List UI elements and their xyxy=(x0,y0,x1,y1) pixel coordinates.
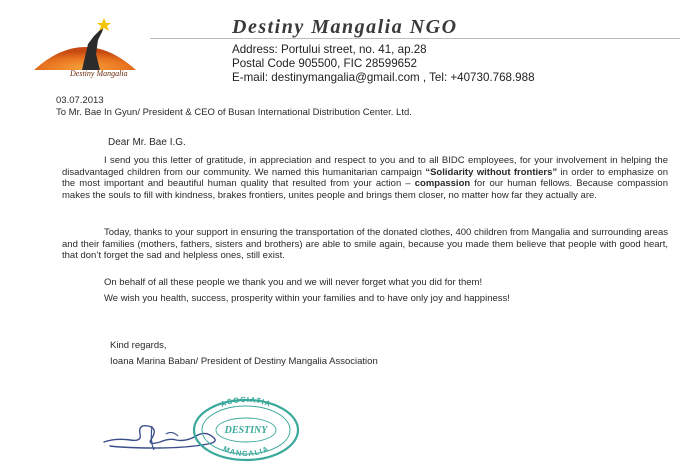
paragraph-wishes: We wish you health, success, prosperity within your families and to have only joy and happiness! xyxy=(104,293,510,304)
association-stamp xyxy=(190,396,302,462)
salutation: Dear Mr. Bae I.G. xyxy=(108,137,186,148)
svg-text:Destiny Mangalia: Destiny Mangalia xyxy=(70,69,128,78)
compassion-word: compassion xyxy=(414,178,471,190)
star-icon xyxy=(97,18,111,31)
contact-line: E-mail: destinymangalia@gmail.com , Tel: +40730.768.988 xyxy=(232,71,535,84)
paragraph-thanks: On behalf of all these people we thank you and we will never forget what you did for them! xyxy=(104,277,483,288)
letter-date: 03.07.2013 xyxy=(56,95,104,106)
campaign-name: “Solidarity without frontiers” xyxy=(425,166,558,178)
postal-line: Postal Code 905500, FIC 28599652 xyxy=(232,57,417,70)
closing: Kind regards, xyxy=(110,340,167,351)
destiny-mangalia-logo xyxy=(30,14,140,80)
ngo-name: Destiny Mangalia NGO xyxy=(232,16,458,38)
svg-text:ASOCIATIA: ASOCIATIA xyxy=(219,396,273,409)
svg-text:DESTINY: DESTINY xyxy=(224,425,268,436)
header-rule xyxy=(150,38,680,39)
svg-text:MANGALIA: MANGALIA xyxy=(221,443,271,459)
address-line: Address: Portului street, no. 41, ap.28 xyxy=(232,43,427,56)
recipient-line: To Mr. Bae In Gyun/ President & CEO of Busan International Distribution Center. Ltd. xyxy=(56,107,412,118)
paragraph-gratitude: I send you this letter of gratitude, in appreciation and respect to you and to all BIDC employees, for your involvement in helping the disadvantaged children from our community. We named this humanitarian campaign “Solidarity without frontiers” in order to emphasize on the most important and beautiful human quality that resulted from your action – compassion for our human fellows. Because compassion makes the souls to fill with kindness, brakes frontiers, unites people and brings them closer, no matter how far they actually are. xyxy=(62,155,668,201)
signer-line: Ioana Marina Baban/ President of Destiny Mangalia Association xyxy=(110,356,378,367)
paragraph-support: Today, thanks to your support in ensuring the transportation of the donated clothes, 400 children from Mangalia and surrounding areas and their families (mothers, fathers, sisters and brothers) are able to smile again, because you made them believe that people with good heart, that don’t forget the sad and helpless ones, still exist. xyxy=(62,227,668,262)
